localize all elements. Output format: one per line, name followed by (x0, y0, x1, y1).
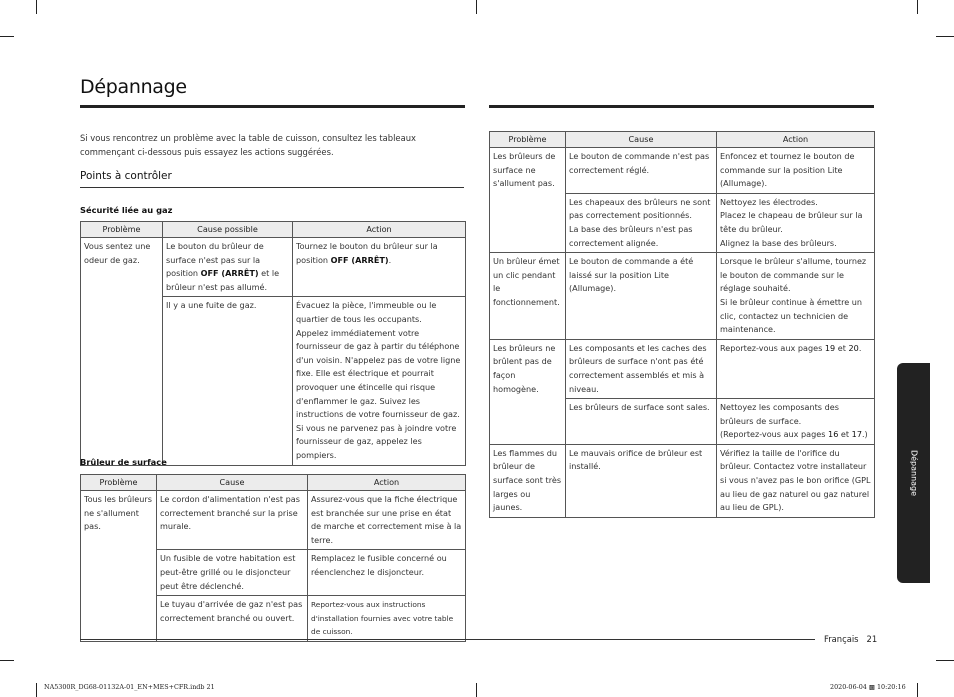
crop-mark (0, 660, 14, 661)
problem-cell: Les brûleurs ne brûlent pas de façon homogène. (490, 339, 566, 444)
cause-cell: Le tuyau d'arrivée de gaz n'est pas correctement branché ou ouvert. (157, 596, 308, 642)
cause-cell: Les brûleurs de surface sont sales. (566, 399, 717, 445)
action-cell: Évacuez la pièce, l'immeuble ou le quartier de tous les occupants. Appelez immédiatement votre fournisseur de gaz à partir du téléphone d'un voisin. N'appelez pas de votre ligne fixe. Elle est électrique et pourrait provoquer une étincelle qui risque d'enflammer le gaz. Suivez les instructions de votre fournisseur de gaz. Si vous ne parvenez pas à joindre votre fournisseur de gaz, appelez les pompiers. (293, 297, 466, 465)
page-title: Dépannage (80, 76, 187, 98)
cause-cell: Les composants et les caches des brûleurs de surface n'ont pas été correctement assemblés et mis à niveau. (566, 339, 717, 398)
title-rule-right (489, 105, 874, 108)
troubleshooting-table (489, 131, 875, 518)
cause-cell: Le mauvais orifice de brûleur est installé. (566, 444, 717, 517)
cause-cell: Le cordon d'alimentation n'est pas correctement branché sur la prise murale. (157, 491, 308, 550)
crop-mark (476, 683, 477, 697)
problem-cell: Les flammes du brûleur de surface sont très larges ou jaunes. (490, 444, 566, 517)
cause-cell: Le bouton de commande a été laissé sur la position Lite (Allumage). (566, 253, 717, 340)
crop-mark (936, 36, 954, 37)
problem-cell: Vous sentez une odeur de gaz. (81, 238, 163, 466)
crop-mark (476, 0, 477, 14)
action-cell: Nettoyez les composants des brûleurs de surface. (Reportez-vous aux pages 16 et 17.) (717, 399, 875, 445)
surface-burner-heading: Brûleur de surface (80, 457, 167, 467)
problem-cell: Tous les brûleurs ne s'allument pas. (81, 491, 157, 642)
print-slug-date: 2020-06-04 ▩ 10:20:16 (830, 683, 906, 691)
side-tab-label: Dépannage (909, 449, 918, 497)
page-link[interactable]: 17 (851, 429, 862, 440)
side-chapter-tab[interactable] (897, 363, 930, 583)
crop-mark (936, 660, 954, 661)
column-header: Problème (490, 132, 566, 148)
column-header: Action (293, 222, 466, 238)
page-link[interactable]: 20 (848, 342, 859, 353)
cause-cell: Le bouton du brûleur de surface n'est pas sur la position OFF (ARRÊT) et le brûleur n'est pas allumé. (163, 238, 293, 297)
page-link[interactable]: 19 (824, 342, 836, 353)
gas-safety-heading: Sécurité liée au gaz (80, 205, 173, 215)
section-heading: Points à contrôler (80, 170, 464, 188)
cause-cell: Il y a une fuite de gaz. (163, 297, 293, 465)
column-header: Cause possible (163, 222, 293, 238)
action-cell: Assurez-vous que la fiche électrique est branchée sur une prise en état de marche et correctement mise à la terre. (308, 491, 466, 550)
crop-mark (917, 0, 918, 14)
page-number: 21 (866, 634, 878, 644)
column-header: Problème (81, 475, 157, 491)
action-cell: Remplacez le fusible concerné ou réenclenchez le disjoncteur. (308, 550, 466, 596)
footer-rule (80, 639, 815, 640)
crop-mark (0, 36, 14, 37)
crop-mark (917, 683, 918, 697)
problem-cell: Les brûleurs de surface ne s'allument pas. (490, 148, 566, 253)
action-cell: Vérifiez la taille de l'orifice du brûleur. Contactez votre installateur si vous n'avez pas le bon orifice (GPL au lieu de gaz naturel ou gaz naturel au lieu de GPL). (717, 444, 875, 517)
action-cell: Lorsque le brûleur s'allume, tournez le bouton de commande sur le réglage souhaité. Si le brûleur continue à émettre un clic, contactez un technicien de maintenance. (717, 253, 875, 340)
column-header: Cause (157, 475, 308, 491)
gas-safety-table (80, 221, 466, 466)
action-cell: Tournez le bouton du brûleur sur la position OFF (ARRÊT). (293, 238, 466, 297)
action-cell: Reportez-vous aux instructions d'installation fournies avec votre table de cuisson. (308, 596, 466, 642)
cause-cell: Un fusible de votre habitation est peut-être grillé ou le disjoncteur peut être déclenché. (157, 550, 308, 596)
page-link[interactable]: 16 (828, 429, 839, 440)
surface-burner-table (80, 474, 466, 642)
action-cell: Enfoncez et tournez le bouton de commande sur la position Lite (Allumage). (717, 148, 875, 194)
crop-mark (36, 0, 37, 14)
column-header: Problème (81, 222, 163, 238)
intro-paragraph: Si vous rencontrez un problème avec la table de cuisson, consultez les tableaux commençant ci-dessous puis essayez les actions suggérées. (80, 133, 416, 157)
cause-cell: Le bouton de commande n'est pas correctement réglé. (566, 148, 717, 194)
column-header: Action (717, 132, 875, 148)
crop-mark (36, 683, 37, 697)
footer-language: Français (824, 634, 859, 644)
problem-cell: Un brûleur émet un clic pendant le fonctionnement. (490, 253, 566, 340)
print-slug-file: NA5300R_DG68-01132A-01_EN+MES+CFR.indb 21 (44, 683, 215, 691)
action-cell: Reportez-vous aux pages 19 et 20. (717, 339, 875, 398)
column-header: Action (308, 475, 466, 491)
action-cell: Nettoyez les électrodes. Placez le chapeau de brûleur sur la tête du brûleur. Alignez la base des brûleurs. (717, 193, 875, 252)
title-rule-left (80, 105, 465, 108)
cause-cell: Les chapeaux des brûleurs ne sont pas correctement positionnés. La base des brûleurs n'est pas correctement alignée. (566, 193, 717, 252)
column-header: Cause (566, 132, 717, 148)
footer-page-info (824, 634, 877, 644)
